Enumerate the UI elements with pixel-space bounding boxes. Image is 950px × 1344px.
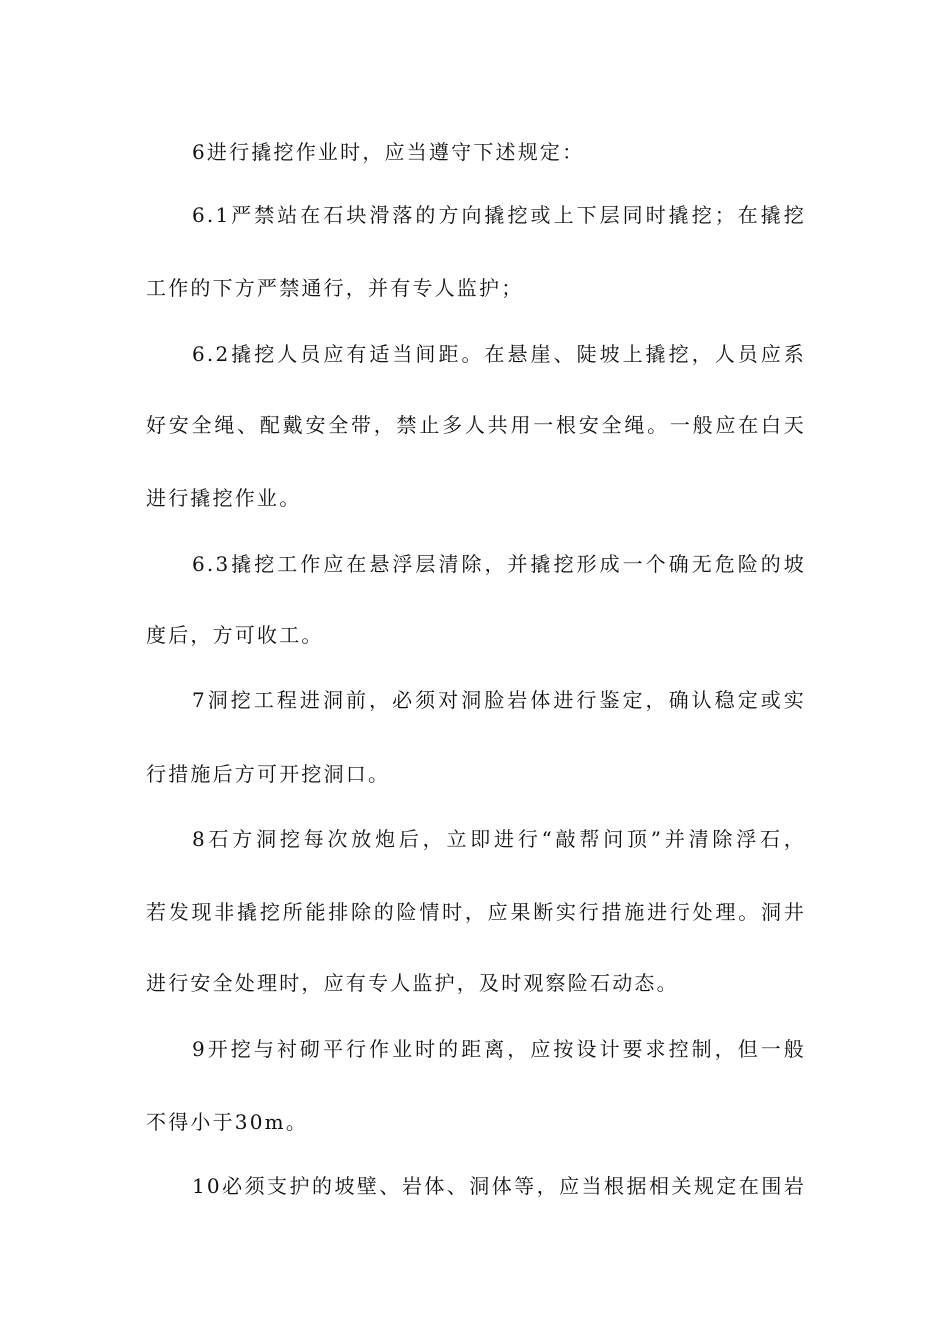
paragraph-7-line-1: 7洞挖工程进洞前，必须对洞脸岩体进行鉴定，确认稳定或实 (192, 688, 806, 712)
paragraph-8-line-3: 进行安全处理时，应有专人监护，及时观察险石动态。 (146, 971, 679, 995)
paragraph-6-3-line-1: 6.3撬挖工作应在悬浮层清除，并撬挖形成一个确无危险的坡 (192, 552, 806, 576)
paragraph-9-line-2: 不得小于30m。 (146, 1110, 309, 1134)
paragraph-6-1-line-1: 6.1严禁站在石块滑落的方向撬挖或上下层同时撬挖；在撬挖 (192, 203, 806, 227)
paragraph-6-2-line-1: 6.2撬挖人员应有适当间距。在悬崖、陡坡上撬挖，人员应系 (192, 342, 806, 366)
paragraph-6-1-line-2: 工作的下方严禁通行，并有专人监护； (146, 276, 524, 300)
paragraph-7-line-2: 行措施后方可开挖洞口。 (146, 762, 391, 786)
paragraph-6-3-line-2: 度后，方可收工。 (146, 623, 324, 647)
paragraph-9-line-1: 9开挖与衬砌平行作业时的距离，应按设计要求控制，但一般 (192, 1037, 806, 1061)
paragraph-6-line-1: 6进行撬挖作业时，应当遵守下述规定： (192, 140, 585, 164)
paragraph-8-line-2: 若发现非撬挖所能排除的险情时，应果断实行措施进行处理。洞井 (146, 900, 806, 924)
paragraph-6-2-line-2: 好安全绳、配戴安全带，禁止多人共用一根安全绳。一般应在白天 (146, 413, 806, 437)
paragraph-10-line-1: 10必须支护的坡壁、岩体、洞体等，应当根据相关规定在围岩 (192, 1174, 806, 1198)
paragraph-6-2-line-3: 进行撬挖作业。 (146, 486, 302, 510)
paragraph-8-line-1: 8石方洞挖每次放炮后，立即进行“敲帮问顶”并清除浮石， (192, 827, 806, 851)
